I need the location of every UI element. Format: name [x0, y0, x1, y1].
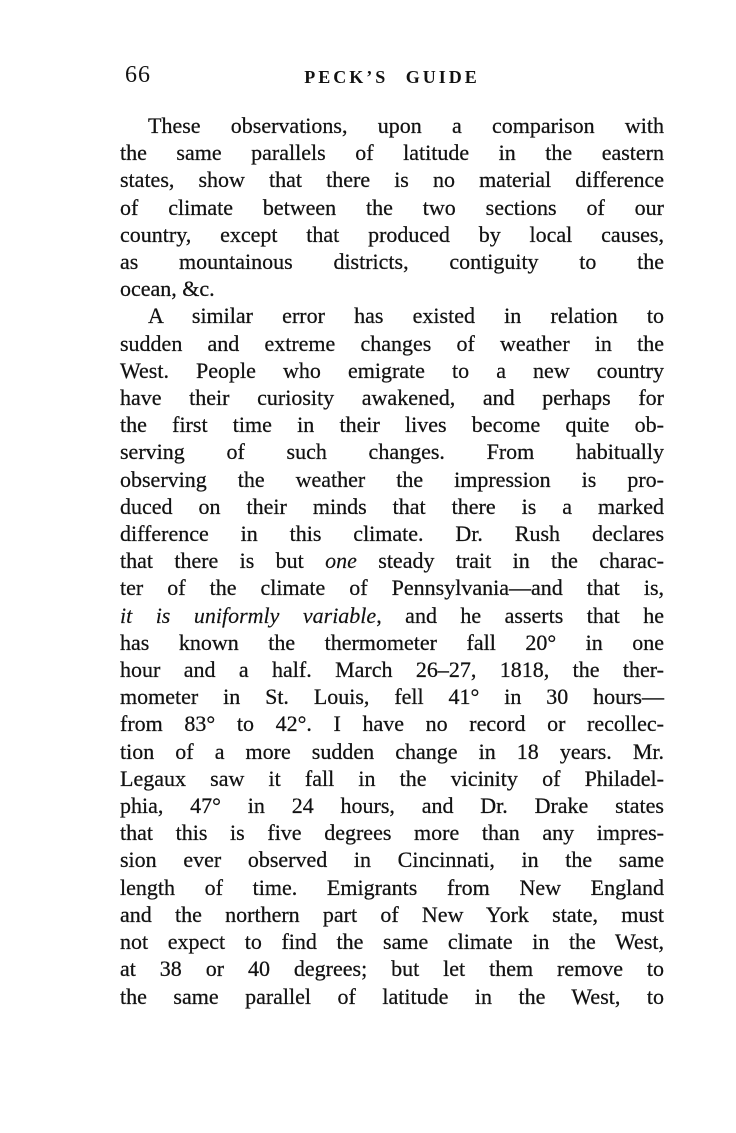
text-line — [120, 411, 664, 438]
text-segment: steady trait in the charac- — [356, 548, 664, 574]
text-line — [120, 928, 664, 955]
page-header — [120, 61, 664, 91]
text-line — [120, 765, 664, 792]
text-line — [120, 874, 664, 901]
text-line — [120, 466, 664, 493]
text-line — [120, 357, 664, 384]
text-segment: have their curiosity awakened, and perhaps for — [120, 385, 664, 411]
page-number: 66 — [125, 62, 151, 88]
text-segment: sudden and extreme changes of weather in the — [120, 330, 664, 356]
text-line — [120, 683, 664, 710]
text-line — [120, 166, 664, 193]
text-line — [120, 819, 664, 846]
body-text — [120, 112, 664, 1010]
text-line — [120, 302, 664, 329]
text-line — [120, 438, 664, 465]
paragraph — [120, 112, 664, 302]
text-line — [120, 112, 664, 139]
text-line — [120, 275, 664, 302]
text-segment: states, show that there is no material difference — [120, 167, 664, 193]
text-line — [120, 846, 664, 873]
text-line — [120, 547, 664, 574]
text-segment: of climate between the two sections of our — [120, 194, 664, 220]
text-segment: A similar error has existed in relation to — [148, 303, 664, 329]
text-line — [120, 493, 664, 520]
text-segment: that there is but — [120, 548, 326, 574]
text-line — [120, 955, 664, 982]
paragraph — [120, 302, 664, 1009]
text-segment: ocean, &c. — [120, 276, 215, 302]
text-segment: that this is five degrees more than any impres- — [120, 820, 664, 846]
text-line — [120, 139, 664, 166]
text-segment: duced on their minds that there is a marked — [120, 493, 664, 519]
text-segment: sion ever observed in Cincinnati, in the same — [120, 847, 664, 873]
text-segment: These observations, upon a comparison with — [148, 113, 664, 138]
text-segment: as mountainous districts, contiguity to the — [120, 249, 664, 275]
text-segment: from 83° to 42°. I have no record or recollec- — [120, 711, 664, 737]
text-line — [120, 520, 664, 547]
text-segment: difference in this climate. Dr. Rush declares — [120, 521, 664, 547]
text-segment: hour and a half. March 26–27, 1818, the ther- — [120, 657, 664, 683]
text-segment: the same parallel of latitude in the West, to — [120, 983, 664, 1009]
text-segment: , and he asserts that he — [376, 602, 665, 628]
text-segment: West. People who emigrate to a new country — [120, 357, 664, 383]
italic-text: one — [325, 548, 357, 574]
text-line — [120, 901, 664, 928]
text-segment: ter of the climate of Pennsylvania—and that is, — [120, 575, 664, 601]
text-segment: serving of such changes. From habitually — [120, 439, 664, 465]
italic-text: it is uniformly variable — [120, 602, 377, 628]
running-header-title: PECK’S GUIDE — [304, 67, 480, 87]
text-segment: has known the thermometer fall 20° in one — [120, 629, 664, 655]
text-line — [120, 194, 664, 221]
text-line — [120, 656, 664, 683]
text-segment: and the northern part of New York state, must — [120, 901, 664, 927]
text-line — [120, 983, 664, 1010]
text-segment: the same parallels of latitude in the eastern — [120, 140, 664, 166]
text-segment: tion of a more sudden change in 18 years. Mr. — [120, 738, 664, 764]
text-line — [120, 792, 664, 819]
text-segment: mometer in St. Louis, fell 41° in 30 hours— — [120, 684, 664, 710]
text-line — [120, 629, 664, 656]
text-line — [120, 738, 664, 765]
text-segment: Legaux saw it fall in the vicinity of Philadel- — [120, 765, 664, 791]
text-segment: country, except that produced by local causes, — [120, 221, 664, 247]
text-line — [120, 248, 664, 275]
text-segment: not expect to find the same climate in the West, — [120, 929, 664, 955]
text-segment: phia, 47° in 24 hours, and Dr. Drake states — [120, 793, 664, 819]
text-segment: observing the weather the impression is pro- — [120, 466, 664, 492]
text-line — [120, 384, 664, 411]
text-segment: at 38 or 40 degrees; but let them remove to — [120, 956, 664, 982]
text-segment: length of time. Emigrants from New England — [120, 874, 664, 900]
text-line — [120, 574, 664, 601]
text-line — [120, 710, 664, 737]
text-segment: the first time in their lives become quite ob- — [120, 412, 664, 438]
text-line — [120, 330, 664, 357]
text-line — [120, 221, 664, 248]
text-line — [120, 602, 664, 629]
